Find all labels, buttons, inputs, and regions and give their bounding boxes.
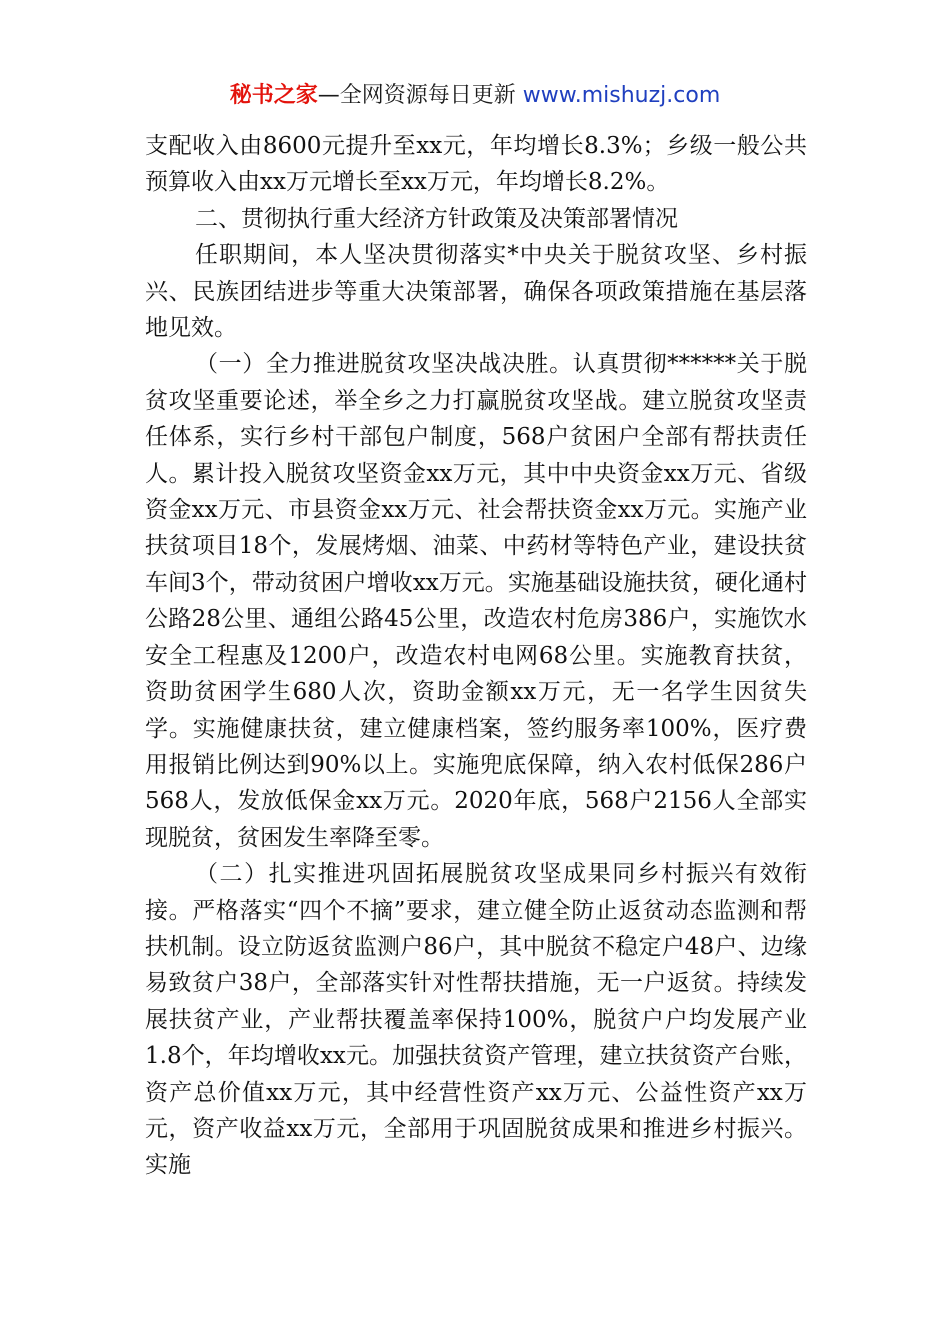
brand-name: 秘书之家 — [229, 83, 318, 108]
section-heading: 二、贯彻执行重大经济方针政策及决策部署情况 — [195, 205, 678, 232]
paragraph-intro: 任职期间，本人坚决贯彻落实*中央关于脱贫攻坚、乡村振兴、民族团结进步等重大决策部署，确保各项政策措施在基层落地见效。 — [145, 242, 807, 342]
paragraph-poverty-alleviation: （一）全力推进脱贫攻坚决战决胜。认真贯彻******关于脱贫攻坚重要论述，举全乡之力打赢脱贫攻坚战。建立脱贫攻坚责任体系，实行乡村干部包户制度，568户贫困户全部有帮扶责任人。累计投入脱贫攻坚资金xx万元，其中中央资金xx万元、省级资金xx万元、市县资金xx万元、社会帮扶资金xx万元。实施产业扶贫项目18个，发展烤烟、油菜、中药材等特色产业，建设扶贫车间3个，带动贫困户增收xx万元。实施基础设施扶贫，硬化通村公路28公里、通组公路45公里，改造农村危房386户，实施饮水安全工程惠及1200户，改造农村电网68公里。实施教育扶贫，资助贫困学生680人次，资助金额xx万元，无一名学生因贫失学。实施健康扶贫，建立健康档案，签约服务率100%，医疗费用报销比例达到90%以上。实施兜底保障，纳入农村低保286户568人，发放低保金xx万元。2020年底，568户2156人全部实现脱贫，贫困发生率降至零。 — [145, 351, 807, 851]
header-tagline: —全网资源每日更新 — [317, 83, 523, 108]
paragraph-rural-revitalization: （二）扎实推进巩固拓展脱贫攻坚成果同乡村振兴有效衔接。严格落实“四个不摘”要求，建立健全防止返贫动态监测和帮扶机制。设立防返贫监测户86户，其中脱贫不稳定户48户、边缘易致贫户38户，全部落实针对性帮扶措施，无一户返贫。持续发展扶贫产业，产业帮扶覆盖率保持100%，脱贫户户均发展产业1.8个，年均增收xx元。加强扶贫资产管理，建立扶贫资产台账，资产总价值xx万元，其中经营性资产xx万元、公益性资产xx万元，资产收益xx万元，全部用于巩固脱贫成果和推进乡村振兴。实施 — [145, 861, 807, 1179]
site-url[interactable]: www.mishuzj.com — [522, 83, 721, 108]
document-body — [145, 128, 807, 1184]
paragraph-income: 支配收入由8600元提升至xx元，年均增长8.3%；乡级一般公共预算收入由xx万元增长至xx万元，年均增长8.2%。 — [145, 133, 807, 196]
page-header — [0, 80, 950, 112]
